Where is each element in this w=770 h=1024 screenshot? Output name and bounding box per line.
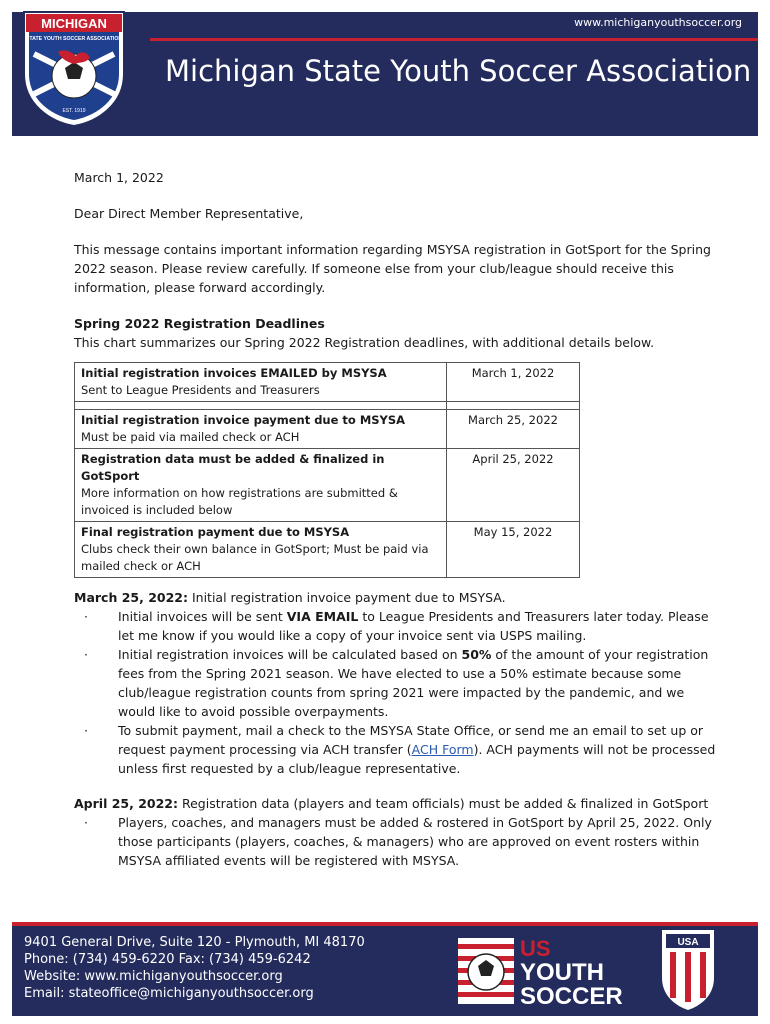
- msysa-logo: [18, 4, 130, 128]
- deadline-detail: Sent to League Presidents and Treasurers: [81, 383, 320, 397]
- april-summary: Registration data (players and team officials) must be added & finalized in GotSport: [178, 796, 709, 811]
- april-bullet-list: [74, 813, 724, 870]
- deadline-detail: More information on how registrations are submitted & invoiced is included below: [81, 486, 398, 517]
- footer-contact: [24, 934, 365, 1002]
- organization-title: Michigan State Youth Soccer Association: [165, 54, 752, 88]
- deadlines-table: [74, 362, 580, 578]
- list-item: · To submit payment, mail a check to the MSYSA State Office, or send me an email to set up or request payment processing via ACH transfer (ACH Form). ACH payments will not be processed unless first requested by a club/league representative.: [74, 721, 724, 778]
- header-divider: [150, 38, 758, 41]
- footer-website: Website: www.michiganyouthsoccer.org: [24, 969, 283, 984]
- deadlines-heading: Spring 2022 Registration Deadlines: [74, 316, 325, 331]
- letter-date: March 1, 2022: [74, 170, 164, 185]
- march-section-heading: [74, 588, 724, 607]
- logo-est-text: EST. 1919: [62, 108, 86, 114]
- list-item: · Initial registration invoices will be calculated based on 50% of the amount of your registration fees from the Spring 2021 season. We have elected to use a 50% estimate because some club/league registration counts from spring 2021 were impacted by the pandemic, and we would like to avoid possible overpayments.: [74, 645, 724, 721]
- logo-subtitle-text: STATE YOUTH SOCCER ASSOCIATION: [25, 36, 123, 42]
- deadline-title: Final registration payment due to MSYSA: [81, 525, 350, 539]
- us-soccer-crest: [660, 928, 716, 1012]
- list-item: · Players, coaches, and managers must be added & rostered in GotSport by April 25, 2022. Only those participants (players, coaches, & managers) who are approved on event rosters within MSYSA affiliated events will be registered with MSYSA.: [74, 813, 724, 870]
- deadline-detail: Clubs check their own balance in GotSport; Must be paid via mailed check or ACH: [81, 542, 429, 573]
- footer-email: Email: stateoffice@michiganyouthsoccer.org: [24, 986, 314, 1001]
- logo-michigan-text: MICHIGAN: [41, 16, 107, 31]
- deadline-date: April 25, 2022: [447, 449, 580, 522]
- letter-body: [74, 168, 724, 886]
- usys-us-text: US: [520, 936, 551, 961]
- table-row: [75, 449, 580, 522]
- footer-phone: Phone: (734) 459-6220 Fax: (734) 459-6242: [24, 952, 311, 967]
- deadline-date: May 15, 2022: [447, 522, 580, 578]
- footer-divider: [12, 922, 758, 926]
- deadline-title: Initial registration invoices EMAILED by MSYSA: [81, 366, 387, 380]
- footer-address: 9401 General Drive, Suite 120 - Plymouth, MI 48170: [24, 935, 365, 950]
- deadline-title: Registration data must be added & finalized in GotSport: [81, 452, 385, 483]
- letter-intro: This message contains important information regarding MSYSA registration in GotSport for the Spring 2022 season. Please review carefully. If someone else from your club/league should receive this information, please forward accordingly.: [74, 242, 711, 295]
- header-website-url: www.michiganyouthsoccer.org: [574, 16, 742, 29]
- table-spacer-row: [75, 402, 580, 410]
- table-row: [75, 522, 580, 578]
- april-date-label: April 25, 2022:: [74, 796, 178, 811]
- deadline-date: March 1, 2022: [447, 363, 580, 402]
- letter-salutation: Dear Direct Member Representative,: [74, 206, 304, 221]
- ach-form-link[interactable]: ACH Form: [411, 742, 474, 757]
- march-bullet-list: [74, 607, 724, 778]
- list-item: · Initial invoices will be sent VIA EMAIL to League Presidents and Treasurers later today. Please let me know if you would like a copy of your invoice sent via USPS mailing.: [74, 607, 724, 645]
- deadline-date: March 25, 2022: [447, 410, 580, 449]
- table-row: [75, 410, 580, 449]
- deadline-detail: Must be paid via mailed check or ACH: [81, 430, 300, 444]
- march-summary: Initial registration invoice payment due to MSYSA.: [187, 590, 506, 605]
- march-date-label: March 25, 2022:: [74, 590, 188, 605]
- usys-youth-text: YOUTH: [520, 959, 604, 986]
- crest-usa-text: USA: [677, 937, 699, 948]
- us-youth-soccer-logo: [452, 930, 652, 1012]
- deadlines-intro: This chart summarizes our Spring 2022 Registration deadlines, with additional details below.: [74, 335, 655, 350]
- deadline-title: Initial registration invoice payment due to MSYSA: [81, 413, 406, 427]
- letterhead-footer: [12, 922, 758, 1016]
- april-section-heading: [74, 794, 724, 813]
- table-row: [75, 363, 580, 402]
- usys-soccer-text: SOCCER: [520, 983, 623, 1010]
